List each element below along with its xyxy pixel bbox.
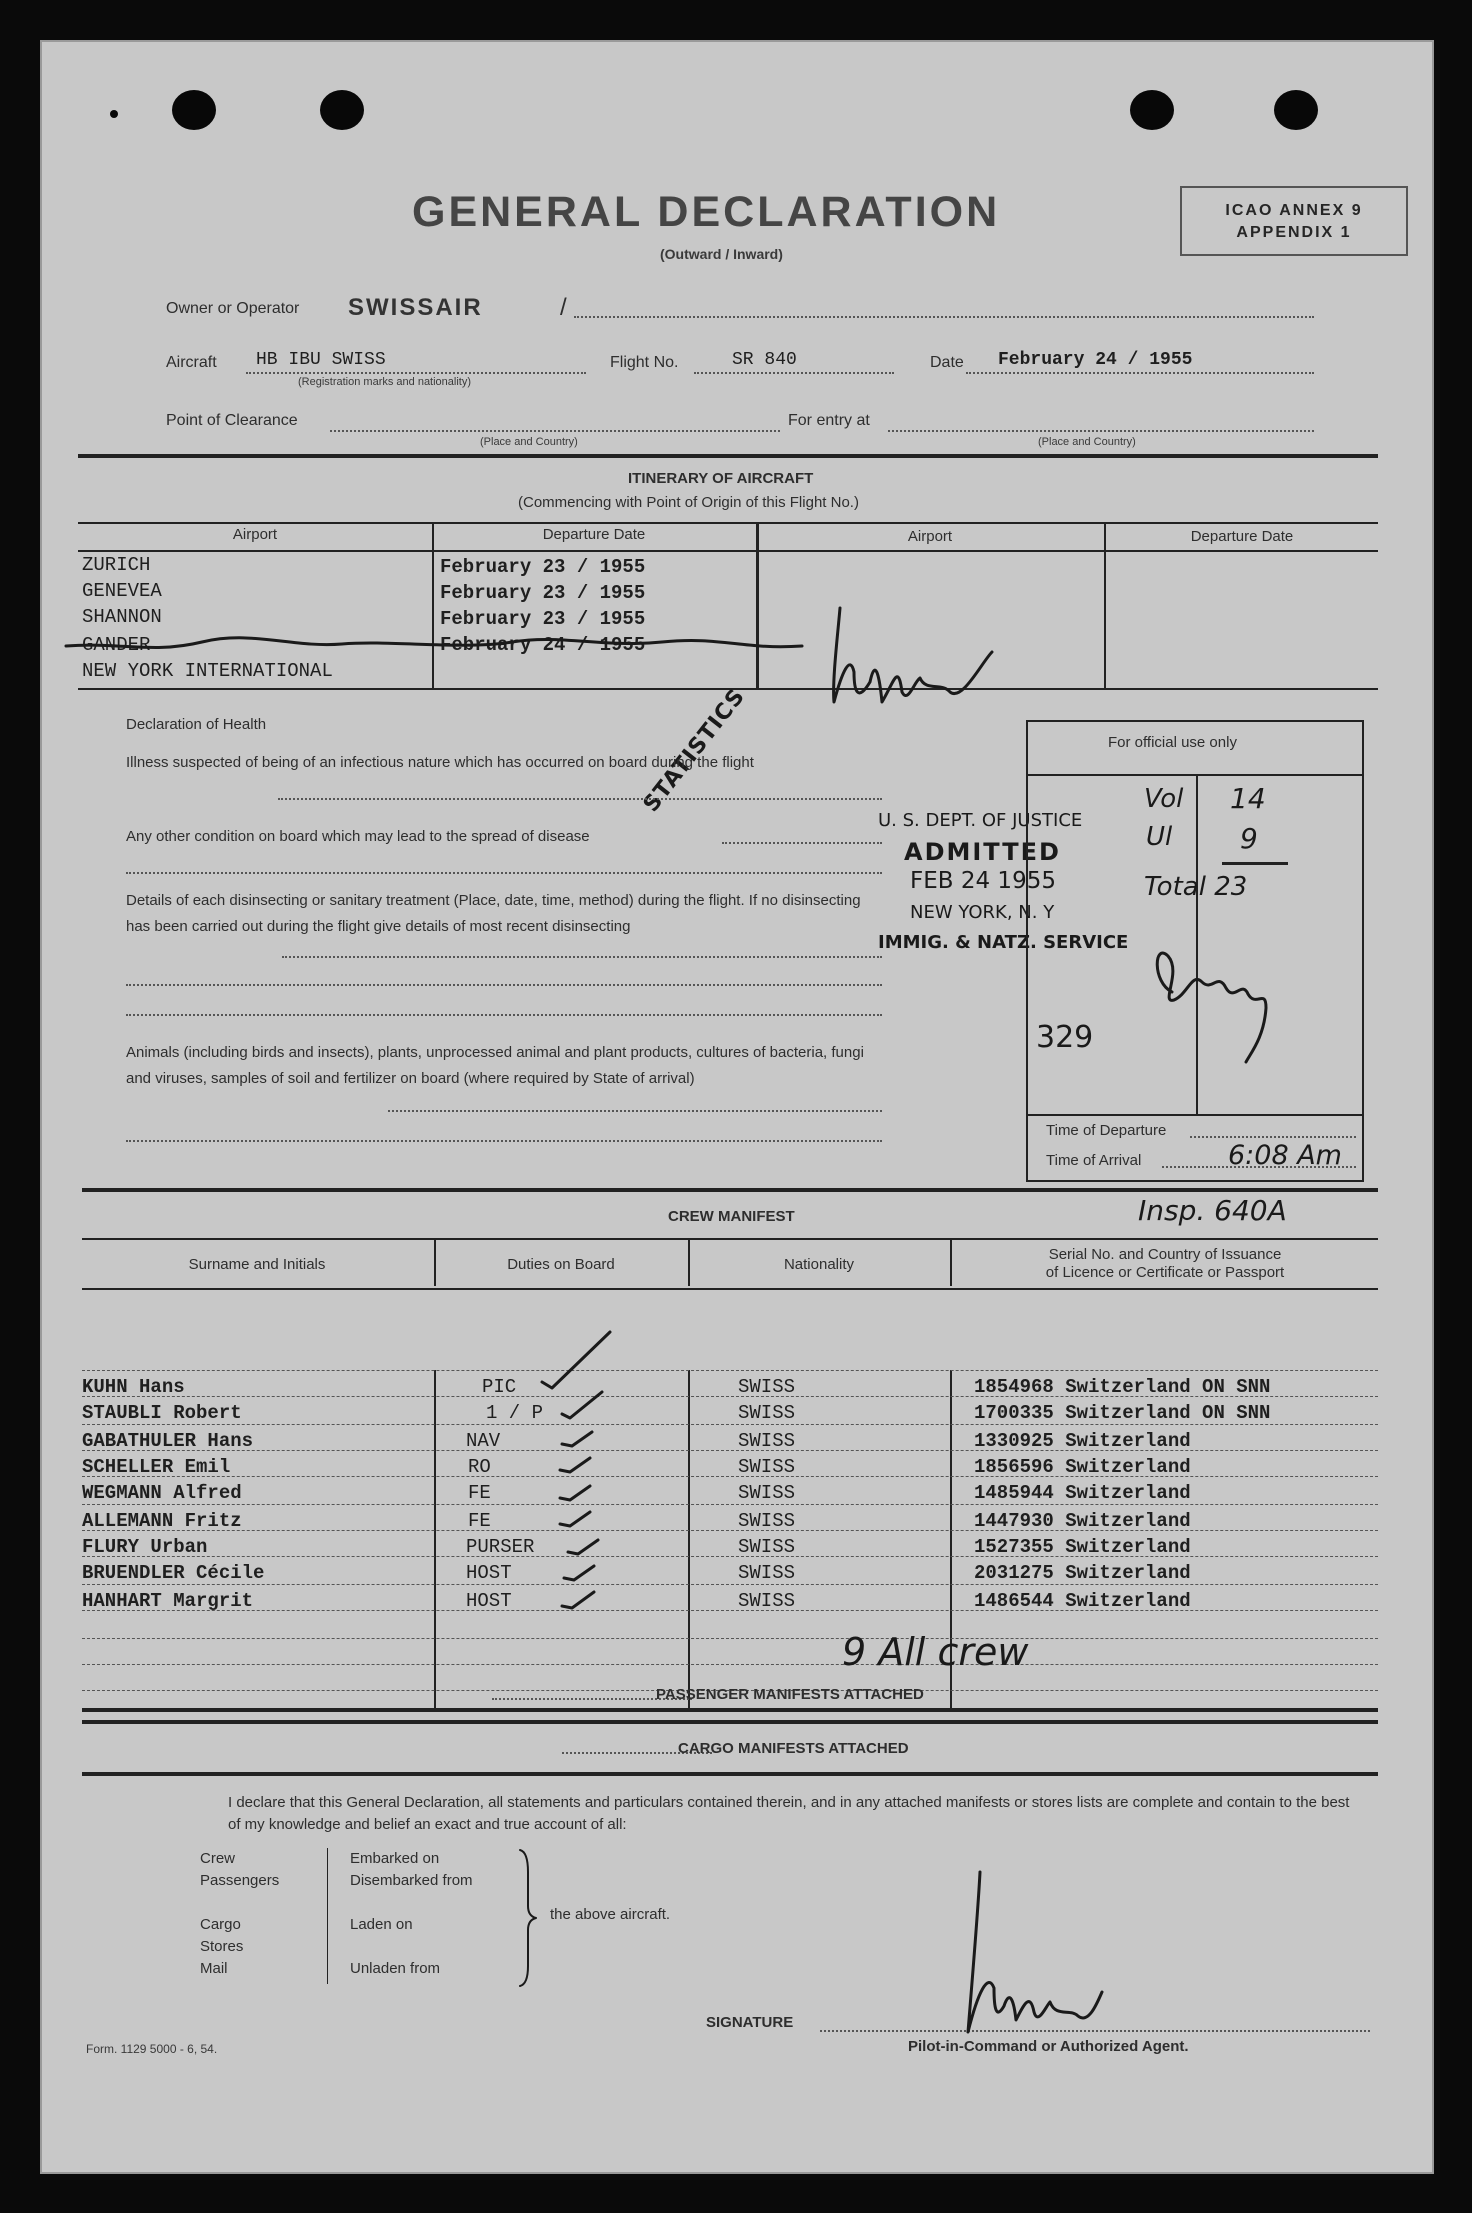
entry-label: For entry at bbox=[788, 412, 870, 429]
col-airport-2: Airport bbox=[907, 528, 953, 545]
clearance-label: Point of Clearance bbox=[166, 412, 298, 429]
official-ul-value: 9 bbox=[1240, 822, 1258, 855]
official-ul-label: Ul bbox=[1146, 822, 1173, 852]
flight-label: Flight No. bbox=[610, 354, 679, 371]
owner-value: SWISSAIR bbox=[348, 294, 483, 321]
annex-line-1: ICAO ANNEX 9 bbox=[1225, 202, 1363, 219]
owner-slash: / bbox=[560, 294, 567, 321]
crew-duty: NAV bbox=[466, 1430, 501, 1452]
crew-duty: PURSER bbox=[466, 1536, 535, 1558]
health-q3: Details of each disinsecting or sanitary treatment (Place, date, time, method) during the flight. If no disinsecting has been carried out during the flight give details of most recent disinsecting bbox=[126, 892, 861, 935]
decl-mail: Mail bbox=[200, 1960, 228, 1977]
itinerary-date: February 23 / 1955 bbox=[440, 608, 646, 630]
date-label: Date bbox=[930, 354, 964, 371]
decl-cargo: Cargo bbox=[200, 1916, 241, 1933]
crew-serial: 1854968 Switzerland ON SNN bbox=[974, 1376, 1271, 1398]
annex-line-2: APPENDIX 1 bbox=[1236, 224, 1352, 241]
crew-serial: 1700335 Switzerland ON SNN bbox=[974, 1402, 1271, 1424]
crew-name: BRUENDLER Cécile bbox=[82, 1562, 265, 1584]
itinerary-subheading: (Commencing with Point of Origin of this Flight No.) bbox=[518, 494, 859, 511]
date-value: February 24 / 1955 bbox=[998, 350, 1193, 370]
crew-serial: 1330925 Switzerland bbox=[974, 1430, 1191, 1452]
official-vol-label: Vol bbox=[1144, 784, 1184, 814]
stamp-date: FEB 24 1955 bbox=[910, 868, 1056, 894]
time-arrival-label: Time of Arrival bbox=[1046, 1152, 1142, 1169]
crew-name: GABATHULER Hans bbox=[82, 1430, 254, 1452]
crew-name: STAUBLI Robert bbox=[82, 1402, 242, 1424]
col-departure-1: Departure Date bbox=[542, 526, 646, 543]
itinerary-date: February 23 / 1955 bbox=[440, 556, 646, 578]
itinerary-airport: GANDER bbox=[82, 634, 151, 656]
itinerary-date: February 24 / 1955 bbox=[440, 634, 646, 656]
declaration-text: I declare that this General Declaration, all statements and particulars contained therein, and in any attached manifests or stores lists are complete and contain to the best of my knowledge and belief an exact and true account of all: bbox=[228, 1794, 1350, 1833]
form-number: Form. 1129 5000 - 6, 54. bbox=[86, 2042, 218, 2056]
aircraft-label: Aircraft bbox=[166, 354, 217, 371]
itinerary-heading: ITINERARY OF AIRCRAFT bbox=[628, 470, 814, 487]
decl-above-aircraft: the above aircraft. bbox=[550, 1906, 671, 1923]
crew-serial: 1856596 Switzerland bbox=[974, 1456, 1191, 1478]
crew-name: KUHN Hans bbox=[82, 1376, 185, 1398]
crew-nationality: SWISS bbox=[738, 1590, 796, 1612]
crew-heading: CREW MANIFEST bbox=[668, 1208, 795, 1225]
itinerary-airport: ZURICH bbox=[82, 554, 151, 576]
stamp-dept: U. S. DEPT. OF JUSTICE bbox=[878, 810, 1083, 831]
col-duties: Duties on Board bbox=[507, 1256, 615, 1273]
crew-nationality: SWISS bbox=[738, 1456, 796, 1478]
stamp-admitted: ADMITTED bbox=[904, 838, 1061, 866]
col-serial-1: Serial No. and Country of Issuance bbox=[1048, 1246, 1282, 1263]
crew-name: HANHART Margrit bbox=[82, 1590, 254, 1612]
entry-note: (Place and Country) bbox=[1038, 436, 1136, 448]
health-q4: Animals (including birds and insects), plants, unprocessed animal and plant products, cultures of bacteria, fungi and viruses, samples of soil and fertilizer on board (where required by State of arrival) bbox=[126, 1044, 864, 1087]
crew-duty: FE bbox=[468, 1482, 491, 1504]
official-heading: For official use only bbox=[1108, 734, 1237, 751]
crew-name: ALLEMANN Fritz bbox=[82, 1510, 242, 1532]
passenger-manifests: PASSENGER MANIFESTS ATTACHED bbox=[656, 1686, 924, 1703]
crew-duty: 1 / P bbox=[486, 1402, 544, 1424]
crew-duty: FE bbox=[468, 1510, 491, 1532]
time-departure-label: Time of Departure bbox=[1046, 1122, 1167, 1139]
stamp-service: IMMIG. & NATZ. SERVICE bbox=[878, 932, 1129, 953]
crew-serial: 1447930 Switzerland bbox=[974, 1510, 1191, 1532]
pic-label: Pilot-in-Command or Authorized Agent. bbox=[908, 2038, 1189, 2055]
itinerary-airport: NEW YORK INTERNATIONAL bbox=[82, 660, 333, 682]
col-airport-1: Airport bbox=[232, 526, 278, 543]
form-title: GENERAL DECLARATION bbox=[412, 188, 1001, 236]
crew-nationality: SWISS bbox=[738, 1536, 796, 1558]
crew-serial: 1486544 Switzerland bbox=[974, 1590, 1191, 1612]
crew-nationality: SWISS bbox=[738, 1402, 796, 1424]
crew-duty: HOST bbox=[466, 1590, 512, 1612]
stamp-city: NEW YORK, N. Y bbox=[910, 902, 1055, 923]
decl-disembarked: Disembarked from bbox=[350, 1872, 473, 1889]
decl-laden: Laden on bbox=[350, 1916, 413, 1933]
col-departure-2: Departure Date bbox=[1190, 528, 1294, 545]
decl-embarked: Embarked on bbox=[350, 1850, 440, 1867]
flight-value: SR 840 bbox=[732, 350, 797, 370]
decl-crew: Crew bbox=[200, 1850, 236, 1867]
itinerary-airport: GENEVEA bbox=[82, 580, 162, 602]
crew-serial: 1485944 Switzerland bbox=[974, 1482, 1191, 1504]
crew-name: FLURY Urban bbox=[82, 1536, 208, 1558]
crew-serial: 2031275 Switzerland bbox=[974, 1562, 1191, 1584]
time-arrival-value: 6:08 Am bbox=[1228, 1140, 1342, 1171]
official-vol-value: 14 bbox=[1230, 782, 1266, 815]
clearance-note: (Place and Country) bbox=[480, 436, 578, 448]
health-q2: Any other condition on board which may lead to the spread of disease bbox=[126, 828, 590, 845]
decl-passengers: Passengers bbox=[200, 1872, 280, 1889]
aircraft-value: HB IBU SWISS bbox=[256, 350, 386, 370]
crew-nationality: SWISS bbox=[738, 1376, 796, 1398]
crew-note: 9 All crew bbox=[842, 1630, 1029, 1674]
cargo-manifests: CARGO MANIFESTS ATTACHED bbox=[678, 1740, 909, 1757]
health-heading: Declaration of Health bbox=[126, 716, 267, 733]
crew-nationality: SWISS bbox=[738, 1482, 796, 1504]
official-total: Total 23 bbox=[1144, 872, 1248, 902]
itinerary-airport: SHANNON bbox=[82, 606, 162, 628]
stamp-number: 329 bbox=[1036, 1020, 1094, 1055]
col-serial-2: of Licence or Certificate or Passport bbox=[1045, 1264, 1285, 1281]
form-subtitle: (Outward / Inward) bbox=[660, 246, 783, 262]
itinerary-date: February 23 / 1955 bbox=[440, 582, 646, 604]
crew-name: WEGMANN Alfred bbox=[82, 1482, 242, 1504]
aircraft-note: (Registration marks and nationality) bbox=[298, 376, 472, 388]
crew-duty: PIC bbox=[482, 1376, 517, 1398]
col-nationality: Nationality bbox=[783, 1256, 855, 1273]
crew-nationality: SWISS bbox=[738, 1430, 796, 1452]
crew-nationality: SWISS bbox=[738, 1510, 796, 1532]
pic-signature bbox=[42, 42, 1432, 2172]
declaration-form bbox=[40, 40, 1434, 2174]
col-surname: Surname and Initials bbox=[188, 1256, 326, 1273]
decl-stores: Stores bbox=[200, 1938, 244, 1955]
crew-name: SCHELLER Emil bbox=[82, 1456, 231, 1478]
crew-serial: 1527355 Switzerland bbox=[974, 1536, 1191, 1558]
crew-duty: RO bbox=[468, 1456, 491, 1478]
health-q1: Illness suspected of being of an infectious nature which has occurred on board during the flight bbox=[126, 754, 754, 771]
signature-label: SIGNATURE bbox=[706, 2014, 794, 2031]
official-insp: Insp. 640A bbox=[1138, 1194, 1287, 1227]
owner-label: Owner or Operator bbox=[166, 300, 300, 317]
crew-duty: HOST bbox=[466, 1562, 512, 1584]
crew-nationality: SWISS bbox=[738, 1562, 796, 1584]
statistics-stamp: STATISTICS bbox=[638, 684, 751, 817]
decl-unladen: Unladen from bbox=[350, 1960, 441, 1977]
